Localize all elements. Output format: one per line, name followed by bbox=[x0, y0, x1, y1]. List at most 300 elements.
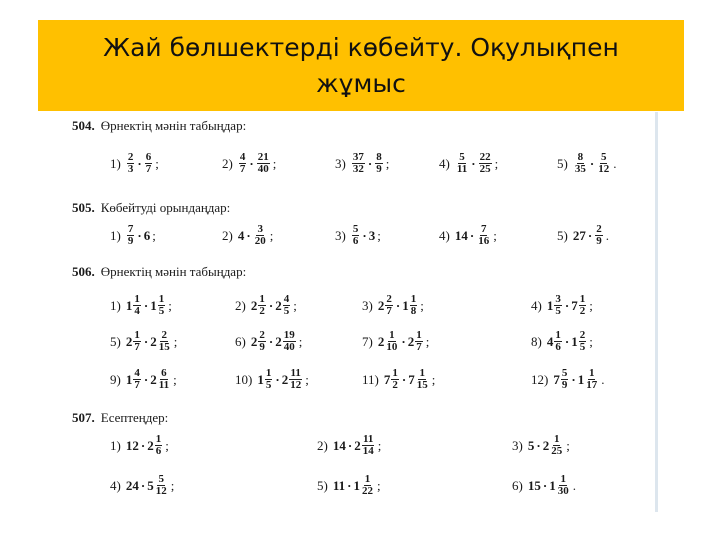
item-terminator: ; bbox=[152, 227, 156, 243]
item-terminator: ; bbox=[376, 477, 381, 493]
whole-number: 2 bbox=[250, 333, 258, 349]
fraction bbox=[133, 368, 141, 391]
item-label: 3) bbox=[512, 437, 523, 453]
numerator: 22 bbox=[479, 151, 491, 163]
numerator: 7 bbox=[127, 223, 134, 235]
whole-number: 5 bbox=[147, 477, 154, 493]
multiply-sign: · bbox=[471, 155, 476, 171]
numerator: 2 bbox=[579, 329, 586, 341]
exercise-505-item bbox=[557, 224, 609, 247]
item-label: 3) bbox=[335, 227, 346, 243]
item-terminator: ; bbox=[589, 297, 593, 313]
fraction bbox=[554, 294, 562, 317]
whole-number: 2 bbox=[150, 333, 157, 349]
denominator: 12 bbox=[155, 485, 167, 497]
exercise-504-item bbox=[110, 152, 159, 175]
item-label: 1) bbox=[110, 297, 121, 313]
item-terminator: ; bbox=[377, 227, 381, 243]
numerator: 5 bbox=[158, 473, 164, 485]
denominator: 9 bbox=[127, 235, 134, 247]
numerator: 5 bbox=[561, 367, 568, 379]
multiply-sign: · bbox=[536, 437, 541, 453]
item-terminator: ; bbox=[377, 437, 382, 453]
item-label: 5) bbox=[557, 155, 568, 171]
denominator: 5 bbox=[265, 379, 272, 391]
item-label: 5) bbox=[317, 477, 328, 493]
item-terminator: . bbox=[613, 155, 617, 171]
denominator: 4 bbox=[134, 305, 140, 317]
denominator: 3 bbox=[127, 163, 134, 175]
exercise-506-item bbox=[110, 368, 177, 391]
exercise-507-item bbox=[317, 434, 381, 457]
exercise-506-item bbox=[110, 294, 172, 317]
multiply-sign: · bbox=[137, 155, 142, 171]
multiply-sign: · bbox=[249, 155, 254, 171]
exercise-507-item bbox=[110, 474, 174, 497]
item-label: 3) bbox=[362, 297, 373, 313]
denominator: 17 bbox=[586, 379, 598, 391]
fraction bbox=[557, 474, 570, 497]
numerator: 1 bbox=[419, 367, 425, 379]
fraction bbox=[289, 368, 302, 391]
exercise-number: 506. bbox=[72, 264, 95, 279]
numerator: 1 bbox=[364, 473, 371, 485]
denominator: 9 bbox=[376, 163, 382, 175]
multiply-sign: · bbox=[589, 155, 595, 171]
numerator: 1 bbox=[553, 433, 560, 445]
fraction bbox=[352, 152, 365, 175]
multiply-sign: · bbox=[347, 477, 352, 493]
numerator: 4 bbox=[239, 151, 246, 163]
item-label: 1) bbox=[110, 227, 121, 243]
denominator: 7 bbox=[145, 163, 152, 175]
whole-number: 1 bbox=[546, 297, 554, 313]
item-terminator: ; bbox=[589, 333, 593, 349]
multiply-sign: · bbox=[140, 477, 146, 493]
exercise-number: 507. bbox=[72, 410, 95, 425]
item-terminator: ; bbox=[420, 297, 424, 313]
exercise-504-heading bbox=[72, 118, 246, 134]
exercise-504-item bbox=[222, 152, 276, 175]
whole-number: 7 bbox=[408, 371, 415, 387]
denominator: 40 bbox=[257, 163, 269, 175]
denominator: 30 bbox=[557, 485, 569, 497]
multiply-sign: · bbox=[137, 227, 142, 243]
whole-number: 2 bbox=[354, 437, 361, 453]
whole-number: 5 bbox=[527, 437, 535, 453]
whole-number: 11 bbox=[332, 477, 346, 493]
numerator: 5 bbox=[459, 151, 465, 163]
multiply-sign: · bbox=[401, 371, 407, 387]
item-terminator: ; bbox=[298, 333, 303, 349]
item-terminator: ; bbox=[165, 437, 169, 453]
exercise-506-item bbox=[235, 368, 309, 391]
numerator: 8 bbox=[577, 151, 584, 163]
exercise-506-item bbox=[531, 368, 604, 391]
item-label: 8) bbox=[531, 333, 542, 349]
fraction bbox=[410, 294, 418, 317]
fraction bbox=[258, 294, 266, 317]
denominator: 7 bbox=[134, 379, 140, 391]
fraction bbox=[391, 368, 399, 391]
fraction bbox=[579, 294, 587, 317]
item-label: 4) bbox=[439, 227, 450, 243]
numerator: 2 bbox=[127, 151, 134, 163]
whole-number: 1 bbox=[353, 477, 360, 493]
whole-number: 2 bbox=[275, 297, 282, 313]
denominator: 7 bbox=[239, 163, 246, 175]
fraction bbox=[574, 152, 587, 175]
item-terminator: . bbox=[572, 477, 576, 493]
denominator: 7 bbox=[416, 341, 422, 353]
whole-number: 7 bbox=[383, 371, 391, 387]
exercise-505-heading bbox=[72, 200, 230, 216]
numerator: 1 bbox=[555, 329, 561, 341]
item-terminator: ; bbox=[272, 155, 277, 171]
multiply-sign: · bbox=[587, 227, 593, 243]
whole-number: 4 bbox=[237, 227, 245, 243]
denominator: 12 bbox=[290, 379, 302, 391]
exercise-instruction: Өрнектің мәнін табыңдар: bbox=[100, 264, 247, 279]
denominator: 2 bbox=[392, 379, 398, 391]
fraction bbox=[158, 294, 166, 317]
numerator: 1 bbox=[259, 293, 265, 305]
multiply-sign: · bbox=[362, 227, 367, 243]
whole-number: 3 bbox=[368, 227, 376, 243]
item-label: 1) bbox=[110, 437, 121, 453]
denominator: 12 bbox=[598, 163, 610, 175]
item-label: 10) bbox=[235, 371, 253, 387]
whole-number: 2 bbox=[281, 371, 289, 387]
multiply-sign: · bbox=[395, 297, 401, 313]
item-terminator: ; bbox=[305, 371, 309, 387]
fraction bbox=[477, 224, 490, 247]
whole-number: 7 bbox=[553, 371, 560, 387]
multiply-sign: · bbox=[246, 227, 251, 243]
numerator: 1 bbox=[134, 329, 140, 341]
whole-number: 6 bbox=[143, 227, 151, 243]
fraction bbox=[416, 368, 429, 391]
fraction bbox=[415, 330, 423, 353]
exercise-504-item bbox=[335, 152, 389, 175]
numerator: 19 bbox=[283, 329, 295, 341]
item-label: 2) bbox=[222, 155, 233, 171]
multiply-sign: · bbox=[564, 333, 570, 349]
fraction bbox=[597, 152, 610, 175]
numerator: 11 bbox=[290, 367, 301, 379]
whole-number: 2 bbox=[377, 333, 385, 349]
item-terminator: ; bbox=[431, 371, 436, 387]
denominator: 5 bbox=[555, 305, 561, 317]
numerator: 1 bbox=[560, 473, 566, 485]
whole-number: 1 bbox=[257, 371, 264, 387]
title-banner bbox=[38, 20, 684, 111]
item-label: 9) bbox=[110, 371, 121, 387]
item-terminator: ; bbox=[566, 437, 570, 453]
numerator: 8 bbox=[376, 151, 382, 163]
item-terminator: ; bbox=[170, 477, 175, 493]
fraction bbox=[283, 330, 296, 353]
fraction bbox=[361, 474, 374, 497]
numerator: 2 bbox=[596, 223, 602, 235]
whole-number: 1 bbox=[549, 477, 556, 493]
fraction bbox=[155, 474, 168, 497]
denominator: 15 bbox=[416, 379, 428, 391]
whole-number: 1 bbox=[125, 297, 133, 313]
fraction bbox=[585, 368, 598, 391]
numerator: 5 bbox=[352, 223, 359, 235]
exercise-506-item bbox=[235, 330, 302, 353]
exercise-506-item bbox=[362, 330, 429, 353]
exercise-number: 505. bbox=[72, 200, 95, 215]
multiply-sign: · bbox=[401, 333, 406, 349]
denominator: 9 bbox=[259, 341, 265, 353]
numerator: 1 bbox=[588, 367, 595, 379]
item-label: 4) bbox=[110, 477, 121, 493]
exercise-504-item bbox=[557, 152, 616, 175]
numerator: 1 bbox=[155, 433, 162, 445]
denominator: 25 bbox=[551, 445, 563, 457]
fraction bbox=[127, 224, 135, 247]
item-terminator: . bbox=[601, 371, 605, 387]
numerator: 1 bbox=[265, 367, 272, 379]
multiply-sign: · bbox=[143, 297, 149, 313]
whole-number: 2 bbox=[250, 297, 258, 313]
exercise-506-item bbox=[110, 330, 177, 353]
exercise-506-item bbox=[531, 294, 593, 317]
textbook-page bbox=[72, 112, 662, 512]
denominator: 8 bbox=[410, 305, 417, 317]
item-terminator: ; bbox=[425, 333, 430, 349]
item-label: 5) bbox=[110, 333, 121, 349]
item-label: 4) bbox=[531, 297, 542, 313]
item-terminator: ; bbox=[385, 155, 390, 171]
exercise-506-heading bbox=[72, 264, 246, 280]
exercise-507-heading bbox=[72, 410, 168, 426]
item-terminator: ; bbox=[173, 371, 177, 387]
numerator: 21 bbox=[257, 151, 269, 163]
whole-number: 2 bbox=[377, 297, 385, 313]
exercise-507-item bbox=[512, 434, 570, 457]
whole-number: 2 bbox=[275, 333, 282, 349]
numerator: 1 bbox=[410, 293, 417, 305]
item-label: 2) bbox=[235, 297, 246, 313]
exercise-instruction: Есептеңдер: bbox=[100, 410, 169, 425]
fraction bbox=[127, 152, 135, 175]
numerator: 2 bbox=[259, 329, 265, 341]
fraction bbox=[158, 330, 171, 353]
whole-number: 2 bbox=[407, 333, 415, 349]
multiply-sign: · bbox=[571, 371, 576, 387]
numerator: 5 bbox=[600, 151, 607, 163]
numerator: 3 bbox=[257, 223, 263, 235]
item-label: 3) bbox=[335, 155, 346, 171]
fraction bbox=[554, 330, 562, 353]
denominator: 11 bbox=[456, 163, 468, 175]
whole-number: 12 bbox=[125, 437, 139, 453]
exercise-507-item bbox=[512, 474, 576, 497]
whole-number: 2 bbox=[150, 371, 157, 387]
fraction bbox=[456, 152, 468, 175]
item-label: 11) bbox=[362, 371, 379, 387]
exercise-507-item bbox=[110, 434, 169, 457]
exercise-506-item bbox=[235, 294, 297, 317]
whole-number: 2 bbox=[125, 333, 133, 349]
exercise-505-item bbox=[439, 224, 497, 247]
fraction bbox=[133, 330, 141, 353]
denominator: 6 bbox=[155, 445, 162, 457]
fraction bbox=[257, 152, 270, 175]
numerator: 6 bbox=[145, 151, 152, 163]
denominator: 2 bbox=[259, 305, 265, 317]
item-label: 4) bbox=[439, 155, 450, 171]
fraction bbox=[145, 152, 153, 175]
fraction bbox=[385, 294, 393, 317]
item-terminator: ; bbox=[494, 155, 499, 171]
multiply-sign: · bbox=[367, 155, 373, 171]
numerator: 2 bbox=[161, 329, 167, 341]
item-label: 5) bbox=[557, 227, 568, 243]
numerator: 1 bbox=[134, 293, 140, 305]
numerator: 4 bbox=[283, 293, 290, 305]
item-terminator: ; bbox=[269, 227, 274, 243]
denominator: 35 bbox=[574, 163, 586, 175]
numerator: 2 bbox=[386, 293, 392, 305]
numerator: 1 bbox=[579, 293, 586, 305]
multiply-sign: · bbox=[140, 437, 146, 453]
whole-number: 1 bbox=[571, 333, 578, 349]
item-label: 2) bbox=[317, 437, 328, 453]
numerator: 6 bbox=[161, 367, 167, 379]
fraction bbox=[550, 434, 563, 457]
whole-number: 1 bbox=[150, 297, 157, 313]
fraction bbox=[254, 224, 267, 247]
multiply-sign: · bbox=[542, 477, 548, 493]
whole-number: 1 bbox=[577, 371, 585, 387]
multiply-sign: · bbox=[268, 333, 274, 349]
fraction bbox=[283, 294, 291, 317]
item-label: 2) bbox=[222, 227, 233, 243]
whole-number: 2 bbox=[147, 437, 154, 453]
numerator: 1 bbox=[389, 329, 395, 341]
exercise-504-item bbox=[439, 152, 498, 175]
whole-number: 7 bbox=[571, 297, 578, 313]
item-terminator: ; bbox=[173, 333, 178, 349]
whole-number: 15 bbox=[527, 477, 541, 493]
numerator: 1 bbox=[392, 367, 398, 379]
item-label: 7) bbox=[362, 333, 373, 349]
fraction bbox=[158, 368, 170, 391]
exercise-507-item bbox=[317, 474, 381, 497]
numerator: 7 bbox=[480, 223, 487, 235]
fraction bbox=[595, 224, 603, 247]
whole-number: 1 bbox=[402, 297, 409, 313]
denominator: 25 bbox=[479, 163, 491, 175]
numerator: 1 bbox=[416, 329, 422, 341]
multiply-sign: · bbox=[275, 371, 280, 387]
denominator: 5 bbox=[579, 341, 586, 353]
denominator: 20 bbox=[254, 235, 266, 247]
exercise-number: 504. bbox=[72, 118, 95, 133]
fraction bbox=[133, 294, 141, 317]
denominator: 5 bbox=[158, 305, 165, 317]
item-terminator: ; bbox=[155, 155, 159, 171]
multiply-sign: · bbox=[347, 437, 353, 453]
fraction bbox=[352, 224, 360, 247]
denominator: 32 bbox=[352, 163, 364, 175]
fraction bbox=[258, 330, 266, 353]
page-edge bbox=[655, 112, 658, 512]
denominator: 40 bbox=[283, 341, 295, 353]
denominator: 14 bbox=[362, 445, 374, 457]
exercise-506-item bbox=[362, 368, 435, 391]
denominator: 11 bbox=[158, 379, 170, 391]
multiply-sign: · bbox=[143, 333, 149, 349]
denominator: 7 bbox=[386, 305, 392, 317]
denominator: 22 bbox=[361, 485, 373, 497]
denominator: 15 bbox=[158, 341, 170, 353]
slide-title: Жай бөлшектерді көбейту. Оқулықпен жұмыс bbox=[103, 32, 619, 98]
whole-number: 27 bbox=[572, 227, 586, 243]
fraction bbox=[375, 152, 383, 175]
exercise-instruction: Көбейтуді орындаңдар: bbox=[100, 200, 231, 215]
fraction bbox=[362, 434, 375, 457]
numerator: 4 bbox=[134, 367, 140, 379]
item-terminator: ; bbox=[493, 227, 497, 243]
item-label: 1) bbox=[110, 155, 121, 171]
fraction bbox=[385, 330, 398, 353]
item-terminator: ; bbox=[168, 297, 172, 313]
exercise-505-item bbox=[222, 224, 273, 247]
denominator: 9 bbox=[561, 379, 568, 391]
whole-number: 2 bbox=[542, 437, 550, 453]
numerator: 37 bbox=[352, 151, 364, 163]
exercise-instruction: Өрнектің мәнін табыңдар: bbox=[100, 118, 247, 133]
denominator: 5 bbox=[283, 305, 290, 317]
denominator: 7 bbox=[134, 341, 140, 353]
item-label: 6) bbox=[512, 477, 523, 493]
item-label: 6) bbox=[235, 333, 246, 349]
item-terminator: ; bbox=[293, 297, 297, 313]
whole-number: 1 bbox=[125, 371, 133, 387]
multiply-sign: · bbox=[143, 371, 149, 387]
denominator: 6 bbox=[352, 235, 359, 247]
denominator: 10 bbox=[386, 341, 398, 353]
numerator: 3 bbox=[555, 293, 561, 305]
fraction bbox=[239, 152, 247, 175]
fraction bbox=[561, 368, 569, 391]
exercise-505-item bbox=[335, 224, 381, 247]
denominator: 6 bbox=[555, 341, 561, 353]
denominator: 9 bbox=[596, 235, 602, 247]
numerator: 11 bbox=[362, 433, 374, 445]
exercise-506-item bbox=[362, 294, 424, 317]
numerator: 1 bbox=[158, 293, 165, 305]
fraction bbox=[479, 152, 492, 175]
exercise-506-item bbox=[531, 330, 593, 353]
multiply-sign: · bbox=[469, 227, 475, 243]
whole-number: 14 bbox=[332, 437, 346, 453]
denominator: 2 bbox=[579, 305, 586, 317]
multiply-sign: · bbox=[268, 297, 274, 313]
exercise-505-item bbox=[110, 224, 156, 247]
fraction bbox=[155, 434, 163, 457]
item-terminator: . bbox=[605, 227, 609, 243]
whole-number: 24 bbox=[125, 477, 139, 493]
whole-number: 4 bbox=[546, 333, 554, 349]
fraction bbox=[579, 330, 587, 353]
item-label: 12) bbox=[531, 371, 549, 387]
